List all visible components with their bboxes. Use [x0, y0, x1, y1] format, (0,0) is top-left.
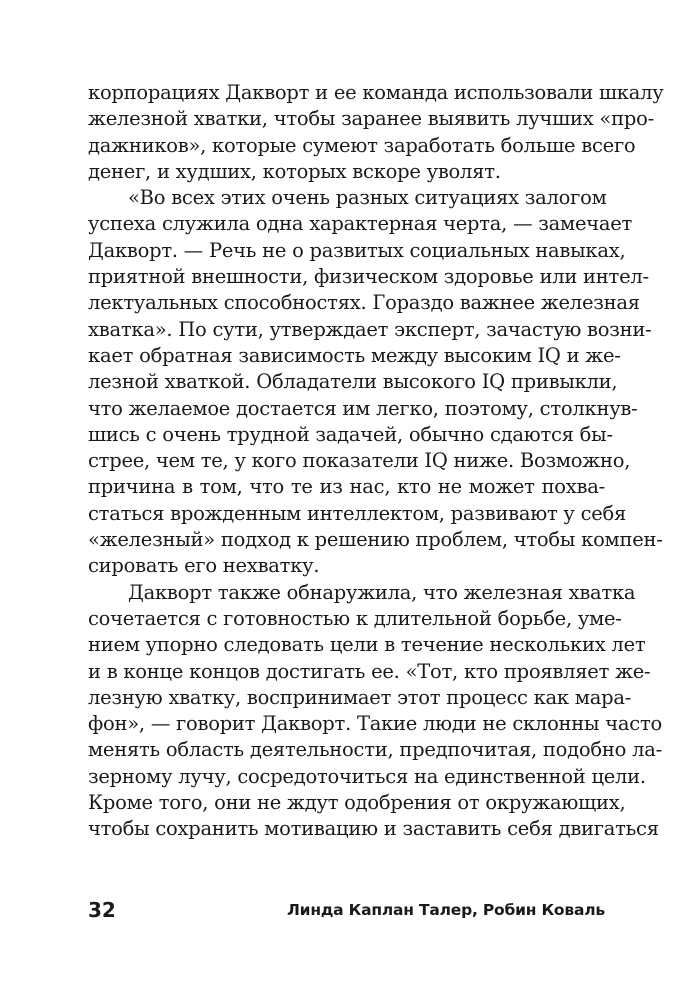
- text-line: дажников», которые сумеют заработать больше всего: [88, 133, 636, 157]
- page-body-text: [88, 80, 664, 843]
- text-line: корпорациях Дакворт и ее команда использовали шкалу: [88, 81, 664, 104]
- text-line: Дакворт также обнаружила, что железная хватка: [128, 580, 636, 604]
- text-line: зерному лучу, сосредоточиться на единственной цели.: [88, 764, 646, 788]
- text-line: железной хватки, чтобы заранее выявить лучших «про-: [88, 107, 654, 131]
- text-line: «железный» подход к решению проблем, чтобы компен-: [88, 528, 663, 552]
- text-line: сировать его нехватку.: [88, 554, 320, 578]
- text-line: кает обратная зависимость между высоким IQ и же-: [88, 343, 621, 367]
- text-line: чтобы сохранить мотивацию и заставить себя двигаться: [88, 817, 659, 841]
- text-line: статься врожденным интеллектом, развивают у себя: [88, 501, 627, 525]
- text-line: что желаемое достается им легко, поэтому, столкнув-: [88, 396, 638, 420]
- text-line: стрее, чем те, у кого показатели IQ ниже. Возможно,: [88, 449, 631, 473]
- page-number: 32: [88, 898, 116, 922]
- text-line: «Во всех этих очень разных ситуациях залогом: [128, 186, 607, 210]
- text-line: причина в том, что те из нас, кто не может похва-: [88, 475, 605, 499]
- text-line: приятной внешности, физическом здоровье или интел-: [88, 265, 649, 289]
- text-line: нием упорно следовать цели в течение нескольких лет: [88, 633, 646, 657]
- text-line: денег, и худших, которых вскоре уволят.: [88, 159, 501, 183]
- text-line: сочетается с готовностью к длительной борьбе, уме-: [88, 606, 622, 630]
- running-footer-authors: Линда Каплан Талер, Робин Коваль: [287, 901, 605, 919]
- text-line: и в конце концов достигать ее. «Тот, кто проявляет же-: [88, 659, 651, 683]
- text-line: успеха служила одна характерная черта, — замечает: [88, 212, 633, 236]
- text-line: хватка». По сути, утверждает эксперт, зачастую возни-: [88, 317, 652, 341]
- text-line: лезной хваткой. Обладатели высокого IQ привыкли,: [88, 370, 618, 394]
- text-line: фон», — говорит Дакворт. Такие люди не склонны часто: [88, 712, 662, 736]
- text-line: Дакворт. — Речь не о развитых социальных навыках,: [88, 238, 626, 262]
- text-line: лектуальных способностях. Гораздо важнее железная: [88, 291, 640, 315]
- text-line: Кроме того, они не ждут одобрения от окружающих,: [88, 791, 626, 815]
- text-line: лезную хватку, воспринимает этот процесс как мара-: [88, 685, 632, 709]
- text-line: менять область деятельности, предпочитая, подобно ла-: [88, 738, 662, 762]
- page-footer: [88, 898, 605, 928]
- text-line: шись с очень трудной задачей, обычно сдаются бы-: [88, 422, 613, 446]
